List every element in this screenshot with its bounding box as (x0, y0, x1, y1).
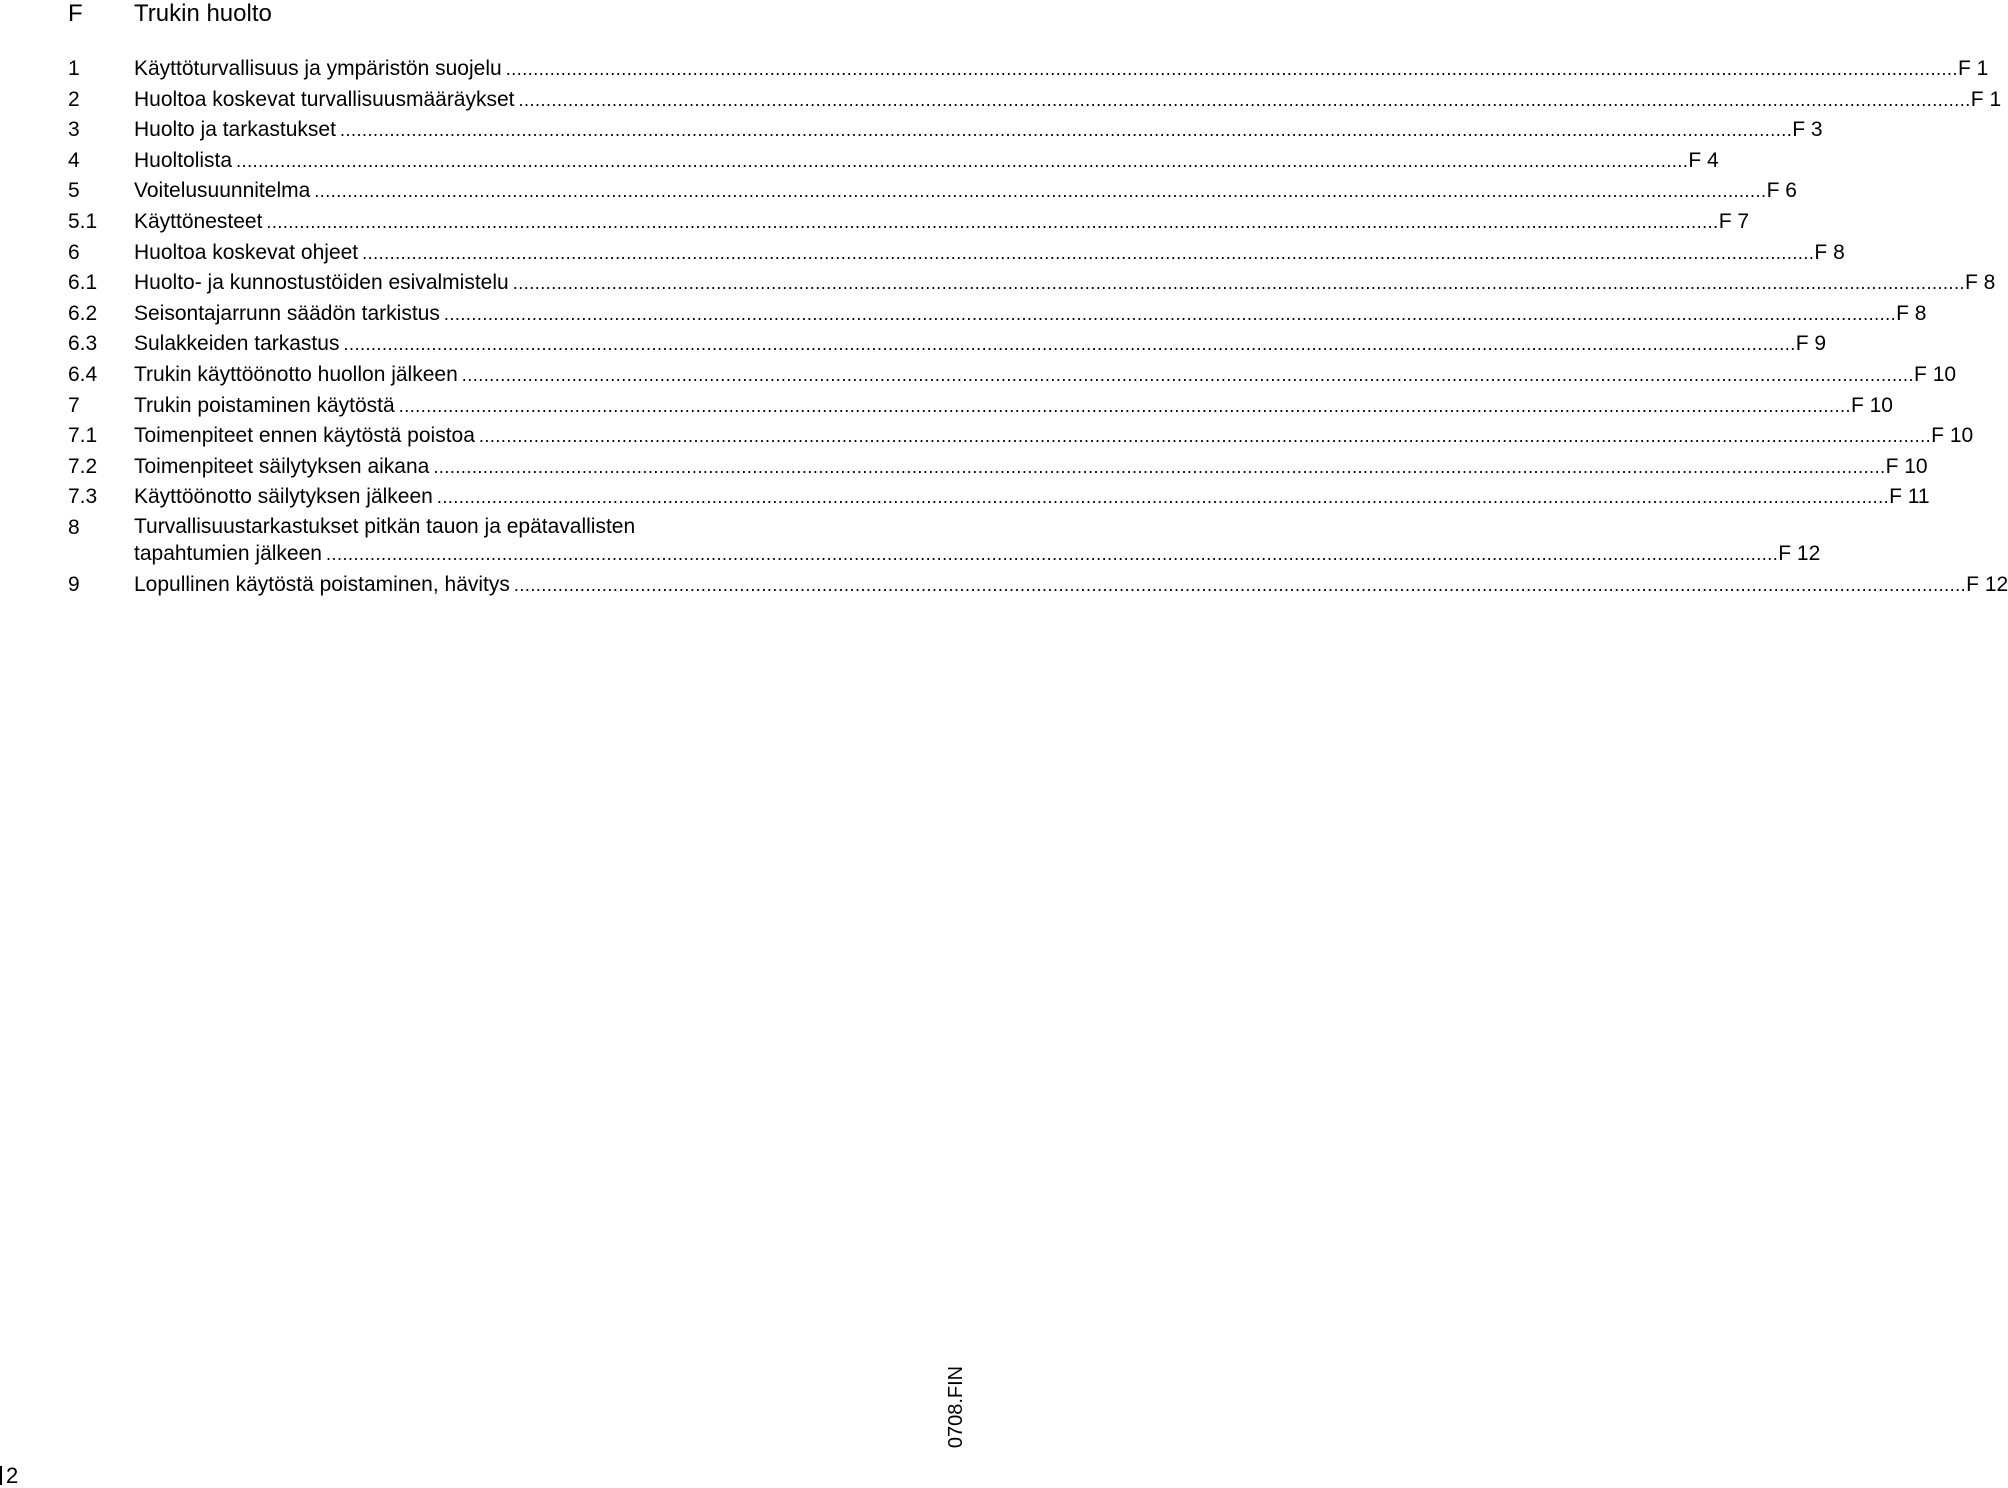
toc-entry-page: F 8 (1964, 271, 1996, 295)
toc-entry-title: Lopullinen käytöstä poistaminen, hävitys (134, 572, 510, 596)
toc-entry-page: F 6 (1766, 179, 1797, 203)
toc-entry-page: F 8 (1896, 301, 1927, 325)
toc-entry-page: F 1 (1970, 87, 2002, 111)
toc-entry-6-4[interactable] (68, 360, 1957, 391)
toc-entry-title: Sulakkeiden tarkastus (134, 332, 340, 356)
toc-entry-number: 4 (68, 148, 80, 172)
toc-entry-number: 9 (68, 572, 80, 596)
toc-dot-leader (506, 54, 1958, 85)
toc-entry-number: 7 (68, 393, 80, 417)
toc-entry-number: 1 (68, 57, 80, 80)
toc-dot-leader (479, 421, 1931, 452)
toc-entry-page: F 10 (1914, 362, 1957, 386)
page-number-text: 2 (6, 1463, 19, 1488)
toc-entry-number: 3 (68, 118, 80, 142)
toc-entry-title: Käyttöturvallisuus ja ympäristön suojelu (134, 57, 502, 80)
toc-entry-page: F 8 (1814, 240, 1845, 264)
toc-entry-title: Huoltolista (134, 148, 233, 172)
toc-dot-leader (513, 268, 1965, 299)
toc-entry-page: F 12 (1966, 572, 2008, 596)
toc-entry-number: 7.2 (68, 454, 98, 478)
toc-entry-6-2[interactable] (68, 299, 1927, 330)
document-code: 0708.FIN (945, 1365, 967, 1449)
toc-dot-leader (362, 238, 1814, 269)
toc-entry-title-line1: Turvallisuustarkastukset pitkän tauon ja epätavallisten (134, 514, 636, 538)
toc-dot-leader (343, 329, 1795, 360)
toc-entry-6[interactable] (68, 238, 1845, 269)
toc-dot-leader (444, 299, 1896, 330)
toc-entry-number: 6.4 (68, 362, 98, 386)
toc-entry-number: 2 (68, 87, 80, 111)
toc-dot-leader (399, 391, 1851, 422)
toc-entry-page: F 12 (1778, 541, 1821, 565)
toc-entry-page: F 3 (1792, 118, 1823, 142)
page-number (0, 1464, 18, 1488)
toc-dot-leader (266, 207, 1718, 238)
toc-dot-leader (519, 85, 1971, 116)
toc-entry-page: F 10 (1931, 424, 1974, 448)
toc-entry-title: Huolto ja tarkastukset (134, 118, 336, 142)
toc-entry-title: Trukin käyttöönotto huollon jälkeen (134, 362, 458, 386)
toc-entry-number: 6.1 (68, 271, 98, 295)
toc-entry-title: Käyttöönotto säilytyksen jälkeen (134, 485, 433, 509)
toc-dot-leader (433, 452, 1885, 483)
toc-entry-7-3[interactable] (68, 482, 1930, 513)
toc-entry-page: F 9 (1795, 332, 1827, 356)
toc-dot-leader (236, 146, 1688, 177)
toc-entry-page: F 10 (1885, 454, 1928, 478)
toc-entry-9[interactable] (68, 570, 2008, 601)
toc-entry-8[interactable] (68, 513, 1821, 570)
page-edge-bar (0, 1466, 2, 1485)
toc-entry-5-1[interactable] (68, 207, 1750, 238)
toc-entry-page: F 1 (1957, 57, 1989, 80)
toc-entry-number: 6.2 (68, 301, 98, 325)
toc-entry-number: 5.1 (68, 209, 98, 233)
toc-entry-number: 6.3 (68, 332, 98, 356)
toc-dot-leader (437, 482, 1889, 513)
toc-entry-7-2[interactable] (68, 452, 1928, 483)
toc-entry-number: 6 (68, 240, 80, 264)
toc-entry-title-line2: tapahtumien jälkeen (134, 541, 322, 565)
toc-entry-number: 7.3 (68, 485, 98, 509)
toc-entry-7-1[interactable] (68, 421, 1974, 452)
toc-entry-title: Trukin poistaminen käytöstä (134, 393, 395, 417)
section-letter: F (68, 0, 83, 27)
toc-entry-title: Seisontajarrunn säädön tarkistus (134, 301, 440, 325)
toc-dot-leader (314, 176, 1766, 207)
toc-entry-page: F 4 (1688, 148, 1719, 172)
toc-entry-title: Huoltoa koskevat turvallisuusmääräykset (134, 87, 515, 111)
toc-entry-5[interactable] (68, 176, 1797, 207)
toc-entry-6-1[interactable] (68, 268, 1996, 299)
toc-entry-page: F 7 (1718, 209, 1750, 233)
section-title: Trukin huolto (134, 0, 272, 27)
toc-entry-title: Huoltoa koskevat ohjeet (134, 240, 359, 264)
toc-entry-number: 7.1 (68, 424, 98, 448)
toc-dot-leader (340, 115, 1792, 146)
toc-entry-title: Käyttönesteet (134, 209, 263, 233)
toc-entry-page: F 10 (1850, 393, 1893, 417)
toc-dot-leader (326, 541, 1778, 568)
toc-entry-page: F 11 (1889, 485, 1930, 509)
toc-dot-leader (514, 570, 1966, 601)
toc-entry-number: 8 (68, 515, 80, 539)
toc-entry-title: Toimenpiteet säilytyksen aikana (134, 454, 430, 478)
toc-entry-4[interactable] (68, 146, 1719, 177)
toc-entry-7[interactable] (68, 391, 1893, 422)
toc-entry-3[interactable] (68, 115, 1823, 146)
table-of-contents (68, 54, 2008, 601)
toc-entry-title: Huolto- ja kunnostustöiden esivalmistelu (134, 271, 509, 295)
toc-entry-title: Toimenpiteet ennen käytöstä poistoa (134, 424, 475, 448)
toc-entry-number: 5 (68, 179, 80, 203)
toc-entry-2[interactable] (68, 85, 2002, 116)
toc-dot-leader (462, 360, 1914, 391)
toc-entry-6-3[interactable] (68, 329, 1827, 360)
toc-entry-title: Voitelusuunnitelma (134, 179, 311, 203)
section-header (0, 0, 960, 30)
toc-entry-1[interactable] (68, 54, 1989, 85)
